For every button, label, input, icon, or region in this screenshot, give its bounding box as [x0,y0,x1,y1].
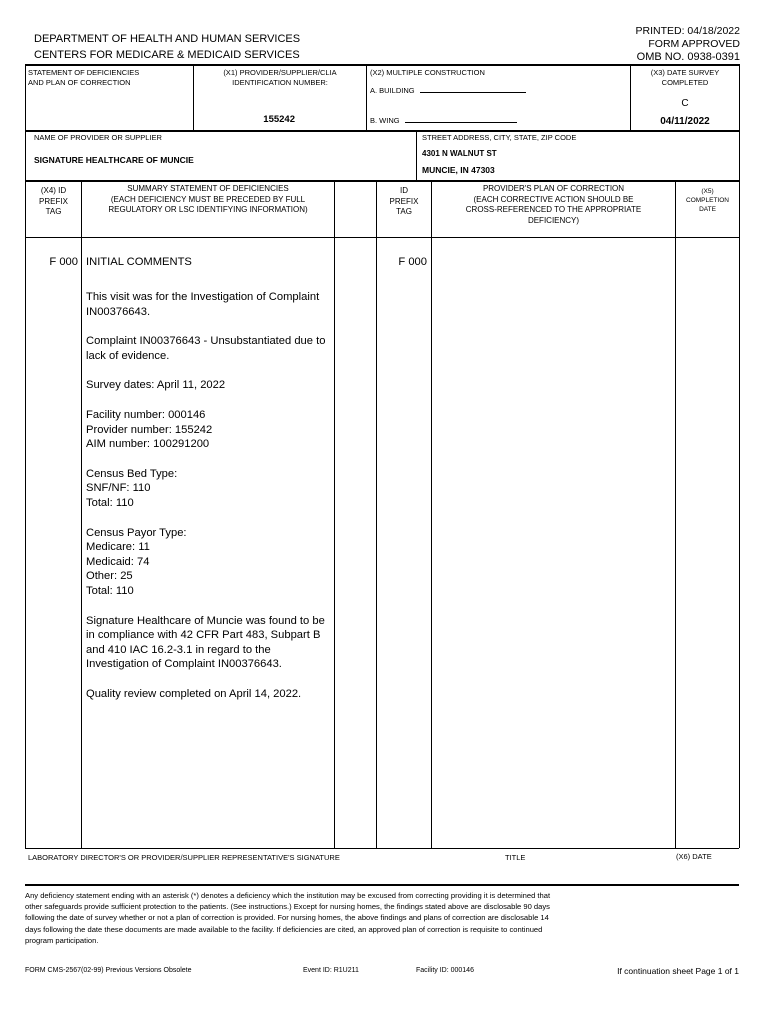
page-indicator: If continuation sheet Page 1 of 1 [617,966,739,976]
signature-label: LABORATORY DIRECTOR'S OR PROVIDER/SUPPLIER REPRESENTATIVE'S SIGNATURE [28,853,340,862]
provider-name: SIGNATURE HEALTHCARE OF MUNCIE [34,155,194,165]
entry-body [86,290,332,716]
building-label: A. BUILDING [370,86,415,95]
facility-id: Facility ID: 000146 [416,967,474,974]
address-label: STREET ADDRESS, CITY, STATE, ZIP CODE [422,133,577,142]
provider-name-label: NAME OF PROVIDER OR SUPPLIER [34,133,162,142]
printed-date: PRINTED: 04/18/2022 [635,25,740,37]
form-number: FORM CMS-2567(02-99) Previous Versions Obsolete [25,967,192,974]
title-label: TITLE [505,853,526,862]
paragraph-investigation: This visit was for the Investigation of Complaint IN00376643. [86,291,320,318]
tag-left: F 000 [49,256,78,268]
date-label: (X6) DATE [676,852,712,861]
survey-code: C [681,98,689,109]
event-id: Event ID: R1U211 [303,967,359,974]
x4-header: (X4) ID PREFIX TAG [39,186,68,216]
form-approval-block [636,25,740,64]
paragraph-complaint: Complaint IN00376643 - Unsubstantiated due to lack of evidence. [86,335,326,362]
paragraph-census-bed: Census Bed Type: SNF/NF: 110 Total: 110 [86,467,178,509]
disclaimer: Any deficiency statement ending with an asterisk (*) denotes a deficiency which the institution may be excused from correcting providing it is determined that other safeguards provide sufficient protection to the patients. (See instructions.) Except for nursing homes, the findings stated above are disclosable 90 days following the date of survey whether or not a plan of correction is provided. For nursing homes, the above findings and plans of correction are disclosable 14 days following the date these documents are made available to the facility. If deficiencies are cited, an approved plan of correction is requisite to continued program participation. [25,891,551,945]
wing-blank [405,114,517,123]
department-title: DEPARTMENT OF HEALTH AND HUMAN SERVICES CENTERS FOR MEDICARE & MEDICAID SERVICES [34,33,301,61]
building-blank [420,84,526,93]
entry-heading: INITIAL COMMENTS [86,256,192,268]
street-address: 4301 N WALNUT ST [422,149,497,158]
wing-label: B. WING [370,116,400,125]
wing-field[interactable] [370,114,517,126]
omb-number: OMB NO. 0938-0391 [636,51,740,63]
statement-label: STATEMENT OF DEFICIENCIES AND PLAN OF CORRECTION [28,68,140,87]
paragraph-quality-review: Quality review completed on April 14, 2022. [86,687,302,700]
id-header: ID PREFIX TAG [389,186,419,216]
summary-header: SUMMARY STATEMENT OF DEFICIENCIES (EACH DEFICIENCY MUST BE PRECEDED BY FULL REGULATORY OR LSC IDENTIFYING INFORMATION) [108,184,308,214]
survey-completed-date: 04/11/2022 [660,116,710,127]
paragraph-compliance: Signature Healthcare of Muncie was found to be in compliance with 42 CFR Part 483, Subpart B and 410 IAC 16.2-3.1 in regard to the Investigation of Complaint IN00376643. [86,614,325,671]
provider-id-number: 155242 [263,114,295,125]
x3-label: (X3) DATE SURVEY COMPLETED [650,68,720,87]
x2-label: (X2) MULTIPLE CONSTRUCTION [370,68,485,77]
city-state-zip: MUNCIE, IN 47303 [422,165,495,175]
paragraph-facility-numbers: Facility number: 000146 Provider number: 155242 AIM number: 100291200 [86,408,213,451]
paragraph-survey-dates: Survey dates: April 11, 2022 [86,379,226,392]
building-field[interactable] [370,84,526,96]
form-approved: FORM APPROVED [648,38,740,50]
plan-header: PROVIDER'S PLAN OF CORRECTION (EACH CORRECTIVE ACTION SHOULD BE CROSS-REFERENCED TO THE APPROPRIATE DEFICIENCY) [465,184,642,225]
x1-label: (X1) PROVIDER/SUPPLIER/CLIA IDENTIFICATION NUMBER: [223,68,337,87]
tag-right: F 000 [398,256,427,268]
x5-header: (X5) COMPLETION DATE [686,188,729,213]
paragraph-census-payor: Census Payor Type: Medicare: 11 Medicaid: 74 Other: 25 Total: 110 [86,526,187,597]
